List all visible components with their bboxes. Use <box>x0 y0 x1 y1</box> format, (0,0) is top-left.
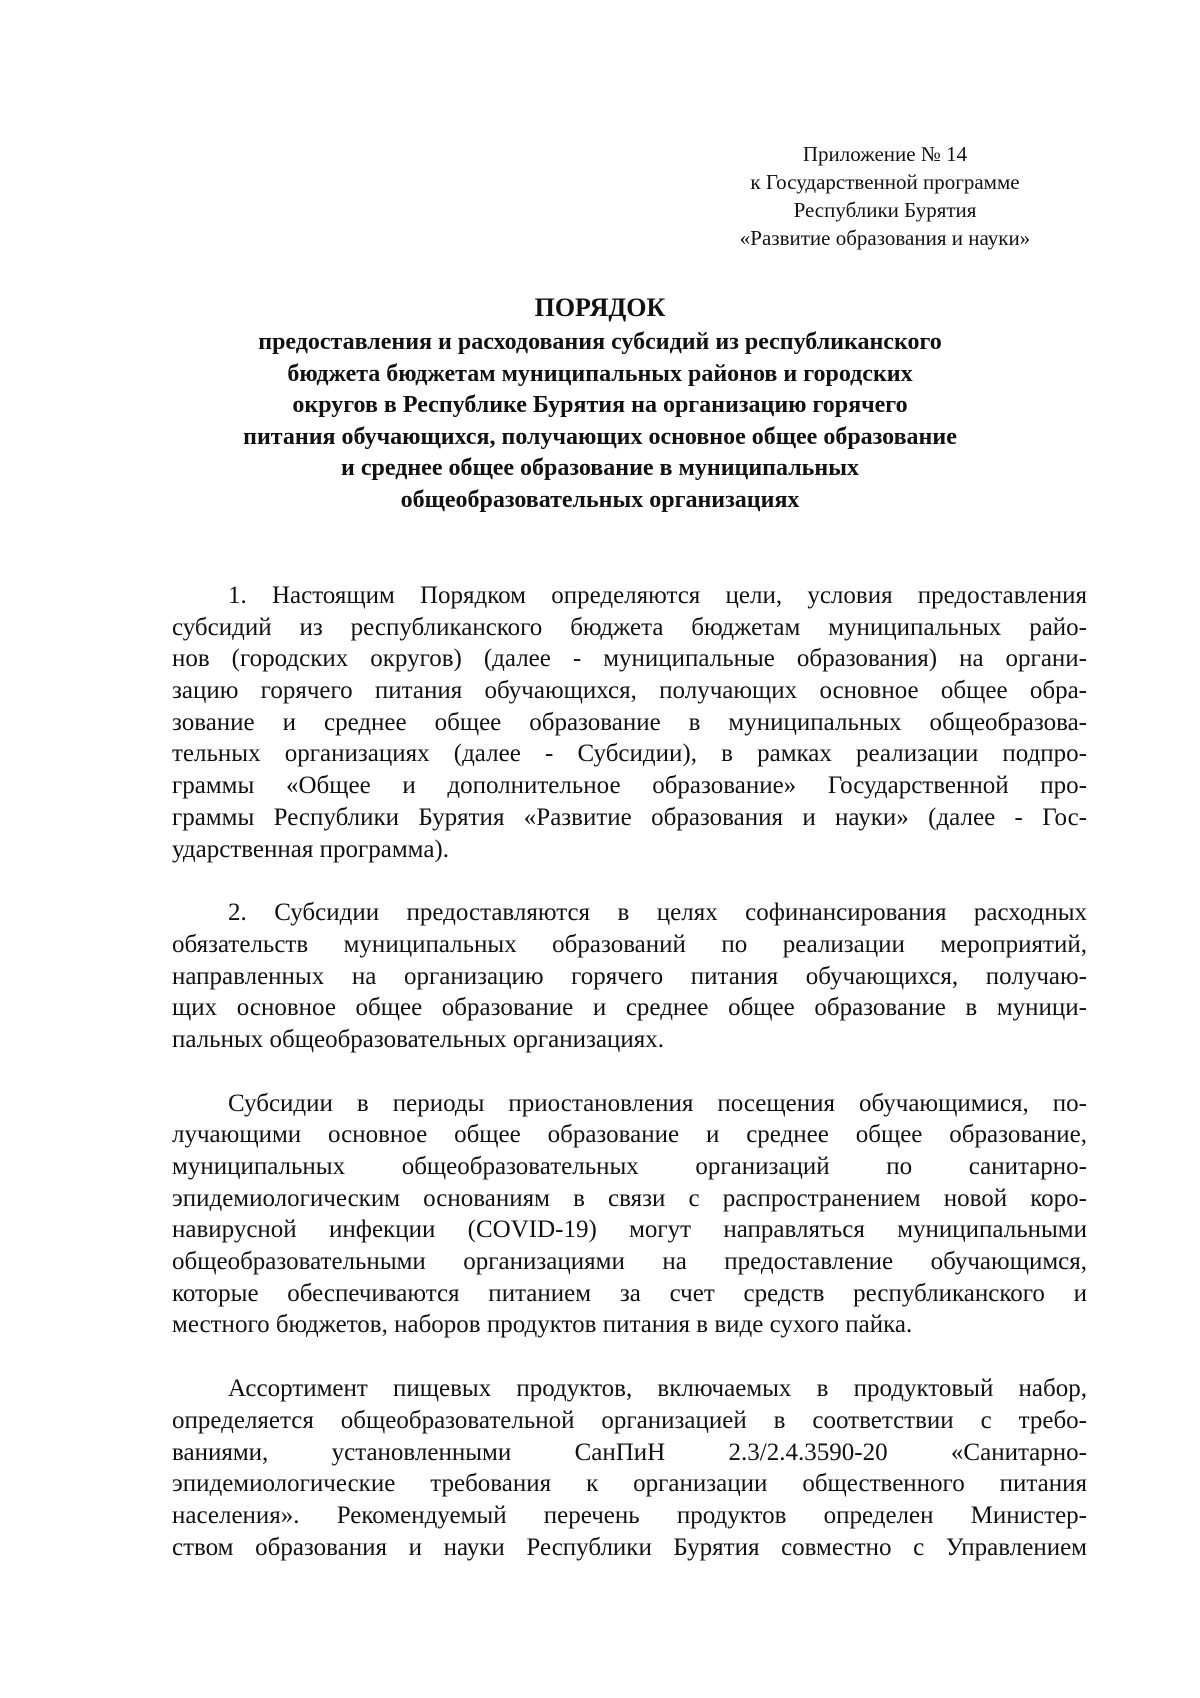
paragraph-2 <box>172 897 1087 1055</box>
text-line: населения». Рекомендуемый перечень продуктов определен Министер- <box>172 1501 1087 1529</box>
appendix-line: «Развитие образования и науки» <box>739 226 1031 250</box>
text-line: граммы «Общее и дополнительное образование» Государственной про- <box>172 772 1087 800</box>
text-line: тельных организациях (далее - Субсидии), в рамках реализации подпро- <box>172 740 1087 768</box>
appendix-note <box>700 140 1070 252</box>
text-line: ваниями, установленными СанПиН 2.3/2.4.3590-20 «Санитарно- <box>172 1438 1087 1466</box>
paragraph-4 <box>172 1373 1087 1563</box>
subtitle-line: бюджета бюджетам муниципальных районов и городских <box>287 360 913 387</box>
text-line: 2. Субсидии предоставляются в целях софинансирования расходных <box>228 899 1087 927</box>
text-line: ством образования и науки Республики Бурятия совместно с Управлением <box>172 1533 1087 1561</box>
subtitle-line: питания обучающихся, получающих основное общее образование <box>243 423 957 450</box>
text-line: эпидемиологическим основаниям в связи с распространением новой коро- <box>172 1184 1087 1212</box>
text-line: которые обеспечиваются питанием за счет средств республиканского и <box>172 1279 1087 1307</box>
subtitle-line: округов в Республике Бурятия на организацию горячего <box>292 392 908 418</box>
text-line: направленных на организацию горячего питания обучающихся, получаю- <box>172 962 1087 990</box>
paragraph-1 <box>172 580 1087 865</box>
document-title: ПОРЯДОК <box>534 293 666 322</box>
text-line: навирусной инфекции (COVID-19) могут направляться муниципальными <box>172 1216 1087 1244</box>
text-line: эпидемиологические требования к организации общественного питания <box>172 1470 1087 1498</box>
subtitle-line: предоставления и расходования субсидий из республиканского <box>258 329 942 355</box>
text-line: субсидий из республиканского бюджета бюджетам муниципальных райо- <box>172 613 1087 641</box>
appendix-line: Республики Бурятия <box>793 198 977 222</box>
text-line: лучающими основное общее образование и среднее общее образование, <box>172 1121 1087 1149</box>
text-line: пальных общеобразовательных организациях. <box>172 1025 664 1053</box>
title-block <box>150 293 1050 516</box>
appendix-line: Приложение № 14 <box>802 142 968 166</box>
text-line: зацию горячего питания обучающихся, получающих основное общее обра- <box>172 677 1087 705</box>
subtitle-line: общеобразовательных организациях <box>400 486 800 513</box>
text-line: щих основное общее образование и среднее общее образование в муници- <box>172 994 1087 1022</box>
text-line: ударственная программа). <box>172 835 449 863</box>
text-line: муниципальных общеобразовательных организаций по санитарно- <box>172 1153 1087 1180</box>
text-line: местного бюджетов, наборов продуктов питания в виде сухого пайка. <box>172 1311 913 1339</box>
text-line: зование и среднее общее образование в муниципальных общеобразова- <box>172 708 1087 736</box>
text-line: граммы Республики Бурятия «Развитие образования и науки» (далее - Гос- <box>172 803 1087 831</box>
subtitle-line: и среднее общее образование в муниципальных <box>341 455 859 481</box>
appendix-line: к Государственной программе <box>750 170 1020 194</box>
text-line: общеобразовательными организациями на предоставление обучающимся, <box>172 1248 1087 1276</box>
text-line: Субсидии в периоды приостановления посещения обучающимися, по- <box>228 1089 1087 1117</box>
paragraph-3 <box>172 1088 1087 1342</box>
text-line: обязательств муниципальных образований по реализации мероприятий, <box>172 930 1087 958</box>
document-body <box>172 580 1087 1595</box>
text-line: нов (городских округов) (далее - муниципальные образования) на органи- <box>172 645 1087 673</box>
text-line: Ассортимент пищевых продуктов, включаемых в продуктовый набор, <box>228 1375 1087 1403</box>
text-line: 1. Настоящим Порядком определяются цели, условия предоставления <box>228 582 1087 609</box>
text-line: определяется общеобразовательной организацией в соответствии с требо- <box>172 1406 1087 1434</box>
document-subtitle <box>150 327 1050 516</box>
